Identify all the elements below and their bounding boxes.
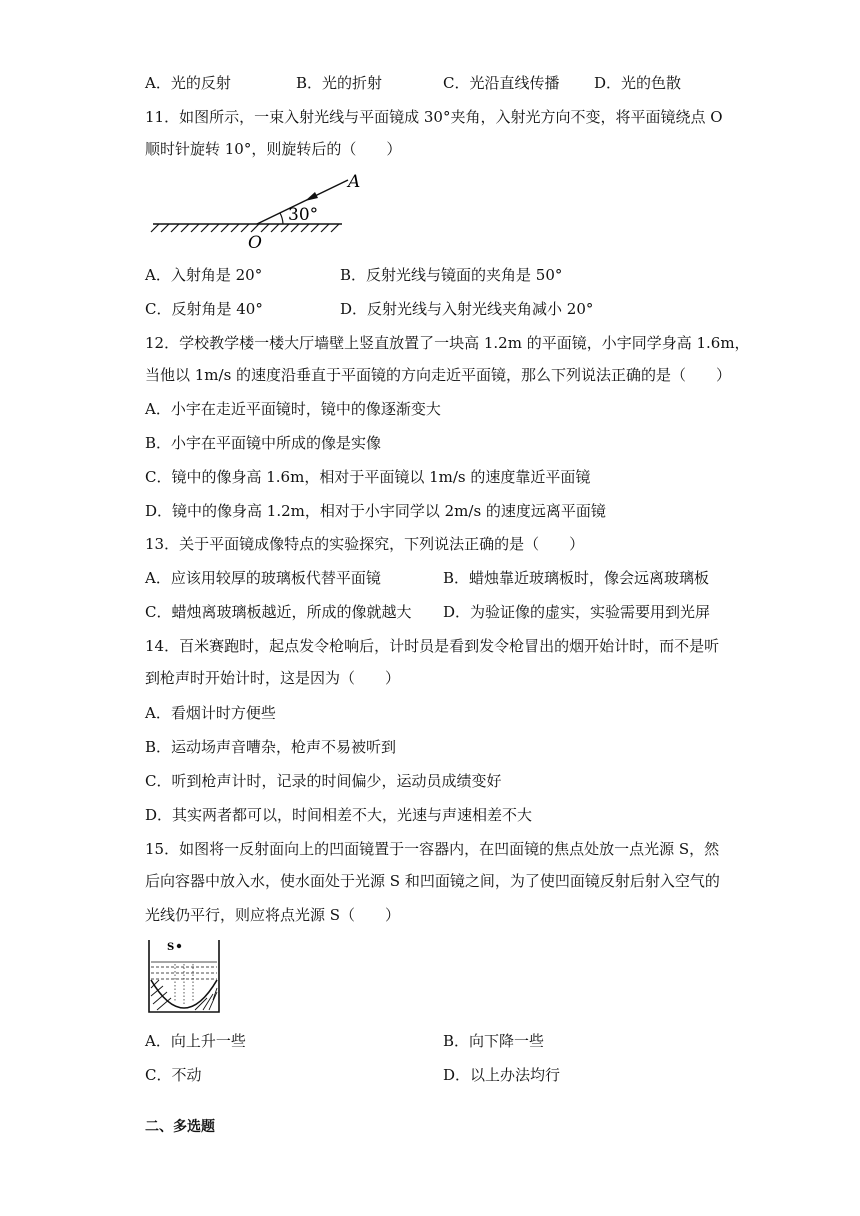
q13-option-a: A．应该用较厚的玻璃板代替平面镜 (145, 569, 381, 587)
q11-stem-line1: 11．如图所示，一束入射光线与平面镜成 30°夹角，入射光方向不变，将平面镜绕点 O (145, 108, 723, 126)
q11-option-d: D．反射光线与入射光线夹角减小 20° (340, 300, 594, 318)
q15-option-d: D．以上办法均行 (443, 1066, 561, 1084)
q10-option-d: D．光的色散 (594, 74, 682, 92)
q13-option-d: D．为验证像的虚实，实验需要用到光屏 (443, 603, 711, 621)
point-s-label: S (167, 942, 175, 953)
q15-option-b: B．向下降一些 (443, 1032, 545, 1050)
q13-option-c: C．蜡烛离玻璃板越近，所成的像就越大 (145, 603, 412, 621)
q12-option-a: A．小宇在走近平面镜时，镜中的像逐渐变大 (145, 400, 441, 418)
q12-stem-line1: 12．学校教学楼一楼大厅墙壁上竖直放置了一块高 1.2m 的平面镜，小宇同学身高 1.6m， (145, 334, 750, 352)
angle-label: 30° (288, 205, 319, 225)
q11-mirror-figure (145, 168, 365, 254)
q10-option-a: A．光的反射 (145, 74, 231, 92)
q15-option-a: A．向上升一些 (145, 1032, 246, 1050)
q15-stem-line3: 光线仍平行，则应将点光源 S（ ） (145, 906, 401, 924)
q11-option-b: B．反射光线与镜面的夹角是 50° (340, 266, 563, 284)
q10-option-b: B．光的折射 (296, 74, 383, 92)
ray-arrowhead (305, 192, 318, 201)
q11-option-c: C．反射角是 40° (145, 300, 263, 318)
q12-option-c: C．镜中的像身高 1.6m，相对于平面镜以 1m/s 的速度靠近平面镜 (145, 468, 591, 486)
q15-option-c: C．不动 (145, 1066, 202, 1084)
q14-option-b: B．运动场声音嘈杂，枪声不易被听到 (145, 738, 397, 756)
q12-stem-line2: 当他以 1m/s 的速度沿垂直于平面镜的方向走近平面镜，那么下列说法正确的是（ ） (145, 366, 732, 384)
q14-stem-line2: 到枪声时开始计时，这是因为（ ） (145, 669, 401, 687)
q15-stem-line2: 后向容器中放入水，使水面处于光源 S 和凹面镜之间，为了使凹面镜反射后射入空气的 (145, 872, 720, 890)
point-a-label: A (348, 172, 361, 192)
q11-stem-line2: 顺时针旋转 10°，则旋转后的（ ） (145, 140, 402, 158)
angle-arc (280, 213, 283, 224)
q14-option-a: A．看烟计时方便些 (145, 704, 276, 722)
mirror-hatching (151, 224, 339, 232)
q12-option-d: D．镜中的像身高 1.2m，相对于小宇同学以 2m/s 的速度远离平面镜 (145, 502, 606, 520)
q14-option-d: D．其实两者都可以，时间相差不大，光速与声速相差不大 (145, 806, 533, 824)
q14-stem-line1: 14．百米赛跑时，起点发令枪响后，计时员是看到发令枪冒出的烟开始计时，而不是听 (145, 637, 720, 655)
section-title-multiple-choice: 二、多选题 (145, 1119, 215, 1135)
light-source-dot (177, 944, 181, 948)
q13-stem-line1: 13．关于平面镜成像特点的实验探究，下列说法正确的是（ ） (145, 535, 585, 553)
q15-stem-line1: 15．如图将一反射面向上的凹面镜置于一容器内，在凹面镜的焦点处放一点光源 S，然 (145, 840, 720, 858)
point-o-label: O (248, 233, 262, 253)
q15-concave-mirror-figure (145, 936, 225, 1016)
q14-option-c: C．听到枪声计时，记录的时间偏少，运动员成绩变好 (145, 772, 502, 790)
light-rays (175, 964, 193, 1006)
q13-option-b: B．蜡烛靠近玻璃板时，像会远离玻璃板 (443, 569, 710, 587)
q12-option-b: B．小宇在平面镜中所成的像是实像 (145, 434, 382, 452)
q10-option-c: C．光沿直线传播 (443, 74, 560, 92)
q11-option-a: A．入射角是 20° (145, 266, 263, 284)
